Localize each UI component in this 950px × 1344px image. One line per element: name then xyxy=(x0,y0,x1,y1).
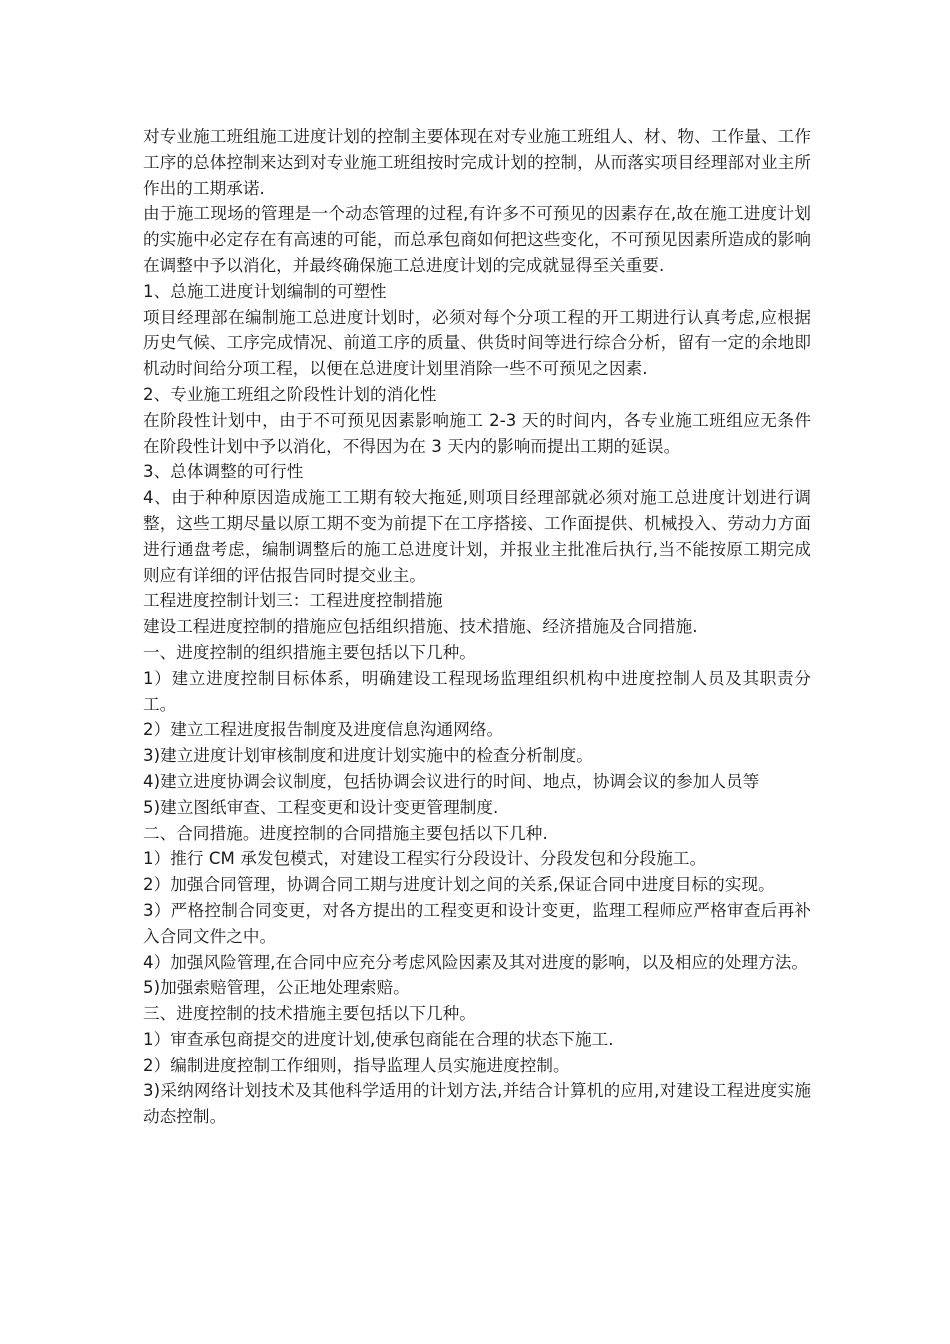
paragraph-measures-overview: 建设工程进度控制的措施应包括组织措施、技术措施、经济措施及合同措施. xyxy=(143,617,698,637)
heading-feasibility: 3、总体调整的可行性 xyxy=(143,462,304,482)
paragraph-digestibility: 在阶段性计划中，由于不可预见因素影响施工 2-3 天的时间内，各专业施工班组应无条件在阶段性计划中予以消化，不得因为在 3 天内的影响而提出工期的延误。 xyxy=(143,410,811,456)
paragraph-site-management: 由于施工现场的管理是一个动态管理的过程,有许多不可预见的因素存在,故在施工进度计划的实施中必定存在有高速的可能，而总承包商如何把这些变化，不可预见因素所造成的影响在调整中予以消化，并最终确保施工总进度计划的完成就显得至关重要. xyxy=(143,204,811,275)
heading-contract: 二、合同措施。进度控制的合同措施主要包括以下几种. xyxy=(143,823,548,843)
list-item: 2）加强合同管理，协调合同工期与进度计划之间的关系,保证合同中进度目标的实现。 xyxy=(143,875,775,895)
list-item: 5)建立图纸审查、工程变更和设计变更管理制度. xyxy=(143,797,499,817)
list-item: 3)采纳网络计划技术及其他科学适用的计划方法,并结合计算机的应用,对建设工程进度实施动态控制。 xyxy=(143,1081,811,1127)
list-item: 5)加强索赔管理，公正地处理索赔。 xyxy=(143,978,410,998)
document-body xyxy=(143,124,811,1130)
list-item: 1）推行 CM 承发包模式，对建设工程实行分段设计、分段发包和分段施工。 xyxy=(143,849,707,869)
heading-plasticity: 1、总施工进度计划编制的可塑性 xyxy=(143,281,387,301)
list-item: 3）严格控制合同变更，对各方提出的工程变更和设计变更，监理工程师应严格审查后再补入合同文件之中。 xyxy=(143,900,811,946)
paragraph-plasticity: 项目经理部在编制施工总进度计划时，必须对每个分项工程的开工期进行认真考虑,应根据历史气候、工序完成情况、前道工序的质量、供货时间等进行综合分析，留有一定的余地即机动时间给分项工程，以便在总进度计划里消除一些不可预见之因素. xyxy=(143,307,811,379)
list-item: 1）建立进度控制目标体系，明确建设工程现场监理组织机构中进度控制人员及其职责分工。 xyxy=(143,668,811,714)
list-item: 4）加强风险管理,在合同中应充分考虑风险因素及其对进度的影响，以及相应的处理方法。 xyxy=(143,952,809,972)
list-item: 4)建立进度协调会议制度，包括协调会议进行的时间、地点，协调会议的参加人员等 xyxy=(143,771,760,791)
paragraph-intro: 对专业施工班组施工进度计划的控制主要体现在对专业施工班组人、材、物、工作量、工作工序的总体控制来达到对专业施工班组按时完成计划的控制，从而落实项目经理部对业主所作出的工期承诺. xyxy=(143,127,811,198)
heading-digestibility: 2、专业施工班组之阶段性计划的消化性 xyxy=(143,384,437,404)
list-item: 2）建立工程进度报告制度及进度信息沟通网络。 xyxy=(143,720,504,740)
heading-organizational: 一、进度控制的组织措施主要包括以下几种。 xyxy=(143,642,476,662)
paragraph-adjustment: 4、由于种种原因造成施工工期有较大拖延,则项目经理部就必须对施工总进度计划进行调整，这些工期尽量以原工期不变为前提下在工序搭接、工作面提供、机械投入、劳动力方面进行通盘考虑，编制调整后的施工总进度计划，并报业主批准后执行,当不能按原工期完成则应有详细的评估报告同时提交业主。 xyxy=(143,488,811,585)
list-item: 2）编制进度控制工作细则，指导监理人员实施进度控制。 xyxy=(143,1055,570,1075)
section-title: 工程进度控制计划三：工程进度控制措施 xyxy=(143,591,443,611)
list-item: 3)建立进度计划审核制度和进度计划实施中的检查分析制度。 xyxy=(143,746,593,766)
heading-technical: 三、进度控制的技术措施主要包括以下几种。 xyxy=(143,1004,476,1024)
list-item: 1）审查承包商提交的进度计划,使承包商能在合理的状态下施工. xyxy=(143,1029,614,1049)
